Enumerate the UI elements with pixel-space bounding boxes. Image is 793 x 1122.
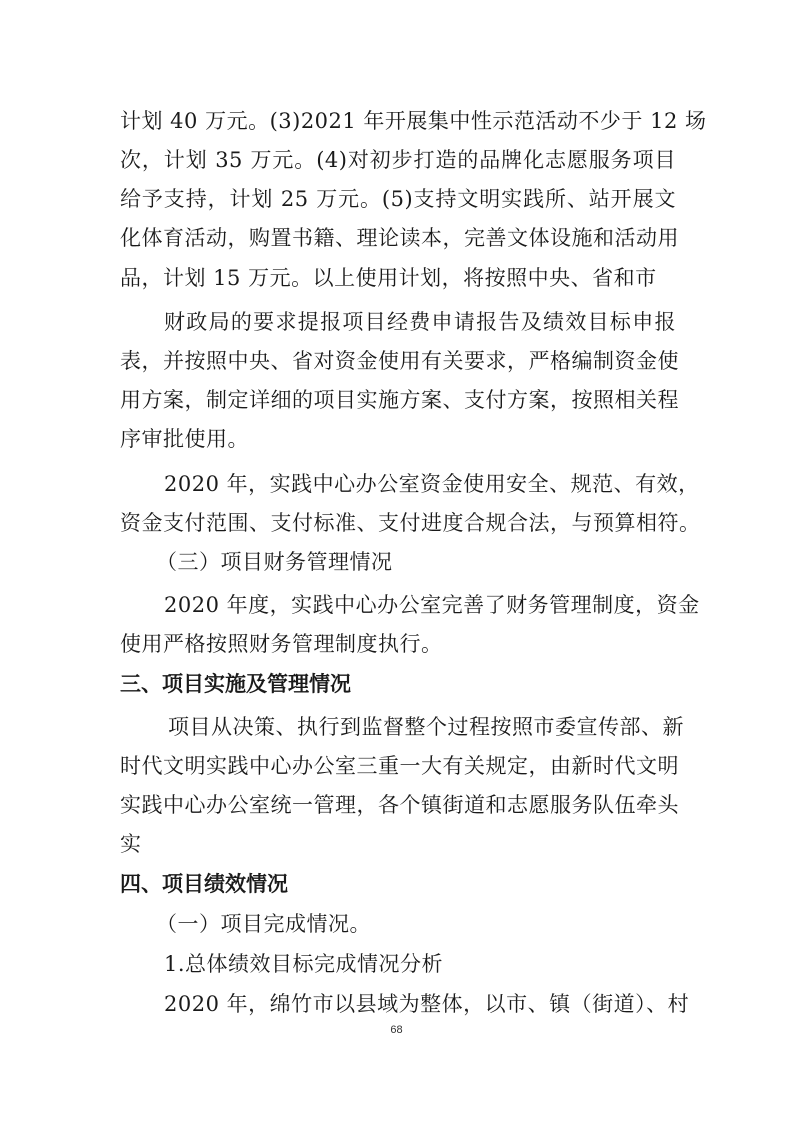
section-heading: 四、项目绩效情况 <box>120 872 288 896</box>
body-line: 资金支付范围、支付标准、支付进度合规合法，与预算相符。 <box>120 511 701 535</box>
body-line: 计划 40 万元。(3)2021 年开展集中性示范活动不少于 12 场 <box>120 109 707 133</box>
body-line: 给予支持，计划 25 万元。(5)支持文明实践所、站开展文 <box>120 187 676 211</box>
body-line: 财政局的要求提报项目经费申请报告及绩效目标申报 <box>164 310 676 334</box>
body-line: 用方案，制定详细的项目实施方案、支付方案，按照相关程 <box>120 388 679 412</box>
body-line: 时代文明实践中心办公室三重一大有关规定，由新时代文明 <box>120 754 679 778</box>
section-heading: 三、项目实施及管理情况 <box>120 672 351 696</box>
subsection-title: （三）项目财务管理情况 <box>156 550 393 574</box>
body-line: 项目从决策、执行到监督整个过程按照市委宣传部、新 <box>168 715 684 739</box>
body-line: 实践中心办公室统一管理，各个镇街道和志愿服务队伍牵头 <box>120 793 679 817</box>
body-line: 使用严格按照财务管理制度执行。 <box>120 632 443 656</box>
body-line: 2020 年度，实践中心办公室完善了财务管理制度，资金 <box>164 593 700 617</box>
body-line: 实 <box>120 832 142 856</box>
page-number: 68 <box>390 1024 403 1036</box>
body-line: 次，计划 35 万元。(4)对初步打造的品牌化志愿服务项目 <box>120 148 676 172</box>
body-line: 表，并按照中央、省对资金使用有关要求，严格编制资金使 <box>120 349 679 373</box>
body-line: 品，计划 15 万元。以上使用计划，将按照中央、省和市 <box>120 266 657 290</box>
item-title: 1.总体绩效目标完成情况分析 <box>164 952 444 976</box>
body-line: 2020 年，绵竹市以县域为整体，以市、镇（街道）、村 <box>164 992 690 1016</box>
subsection-title: （一）项目完成情况。 <box>156 912 371 936</box>
body-line: 序审批使用。 <box>120 427 249 451</box>
body-line: 化体育活动，购置书籍、理论读本，完善文体设施和活动用 <box>120 226 679 250</box>
body-line: 2020 年，实践中心办公室资金使用安全、规范、有效， <box>164 472 700 496</box>
